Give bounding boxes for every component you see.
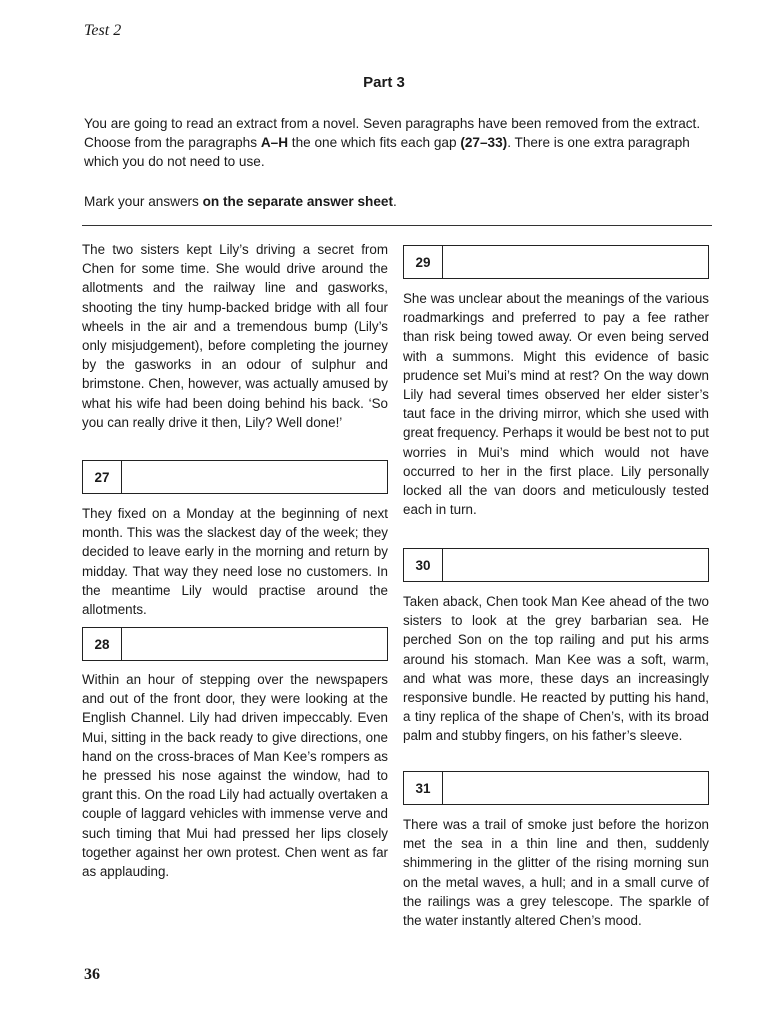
gap-blank-30[interactable]	[443, 549, 708, 581]
right-paragraph-1: She was unclear about the meanings of the various roadmarkings and preferred to pay a fee rather than risk being towed away. Or even being served with a summons. Might this evidence of basic prudence set Mui’s mind at rest? On the way down Lily had several times observed her elder sister’s taut face in the driving mirror, which she used with great frequency. Perhaps it would be best not to put worries in Mui’s mind which would not have occurred to her in the first place. Lily personally locked all the van doors and meticulously tested each in turn.	[403, 291, 709, 518]
divider-rule	[82, 225, 712, 226]
right-paragraph-3: There was a trail of smoke just before the horizon met the sea in a thin line and then, suddenly shimmering in the glitter of the rising morning sun on the metal waves, a hull; and in a small curve of the railings was a grey telescope. The sparkle of the water instantly altered Chen’s mood.	[403, 817, 709, 929]
instructions-gaps-range: (27–33)	[460, 135, 508, 150]
gap-box-28	[82, 627, 388, 661]
gap-box-27	[82, 460, 388, 494]
instructions-text-3: . There is one extra paragraph which you do not need to use.	[84, 135, 690, 169]
gap-blank-31[interactable]	[443, 772, 708, 804]
right-paragraph-2: Taken aback, Chen took Man Kee ahead of the two sisters to look at the grey barbarian sea. He perched Son on the top railing and put his arms around his stomach. Man Kee was a soft, warm, and what was more, these days an increasingly responsive bundle. He reacted by putting his hand, a tiny replica of the shape of Chen’s, with its broad palm and stubby fingers, on his father’s sleeve.	[403, 594, 709, 744]
instructions-text-1: You are going to read an extract from a novel. Seven paragraphs have been removed from the extract. Choose from the paragraphs	[84, 116, 701, 150]
gap-number-28: 28	[83, 628, 122, 660]
gap-number-29: 29	[404, 246, 443, 278]
gap-blank-27[interactable]	[122, 461, 387, 493]
gap-box-30	[403, 548, 709, 582]
page-number: 36	[84, 966, 100, 983]
left-paragraph-1: The two sisters kept Lily’s driving a secret from Chen for some time. She would drive around the allotments and the railway line and gasworks, shooting the tiny hump-backed bridge with all four wheels in the air and a tremendous bump (Lily’s only misjudgement), before completing the journey by the gasworks in an odour of sulphur and brimstone. Chen, however, was actually amused by what his wife had been doing behind his back. ‘So you can really drive it then, Lily? Well done!’	[82, 242, 388, 430]
test-header: Test 2	[84, 22, 122, 39]
instructions-letters: A–H	[260, 135, 289, 150]
gap-number-27: 27	[83, 461, 122, 493]
mark-answers-instruction	[84, 192, 714, 211]
mark-bold: on the separate answer sheet	[202, 194, 393, 209]
gap-blank-28[interactable]	[122, 628, 387, 660]
instructions	[84, 114, 714, 171]
left-paragraph-3: Within an hour of stepping over the newspapers and out of the front door, they were looking at the English Channel. Lily had driven impeccably. Even Mui, sitting in the back ready to give directions, one hand on the cross-braces of Man Kee’s rompers as he pressed his nose against the window, had to grant this. On the road Lily had actually overtaken a couple of laggard vehicles with immense verve and such timing that Mui had pressed her lips closely together against her own protest. Chen went as far as applauding.	[82, 672, 388, 880]
gap-blank-29[interactable]	[443, 246, 708, 278]
gap-number-30: 30	[404, 549, 443, 581]
gap-box-31	[403, 771, 709, 805]
gap-box-29	[403, 245, 709, 279]
mark-text: Mark your answers	[84, 194, 203, 209]
mark-end: .	[393, 194, 397, 209]
part-title: Part 3	[363, 74, 405, 91]
instructions-text-2: the one which fits each gap	[288, 135, 461, 150]
gap-number-31: 31	[404, 772, 443, 804]
left-paragraph-2: They fixed on a Monday at the beginning of next month. This was the slackest day of the week; they decided to leave early in the morning and return by midday. That way they need lose no customers. In the meantime Lily would practise around the allotments.	[82, 506, 388, 618]
